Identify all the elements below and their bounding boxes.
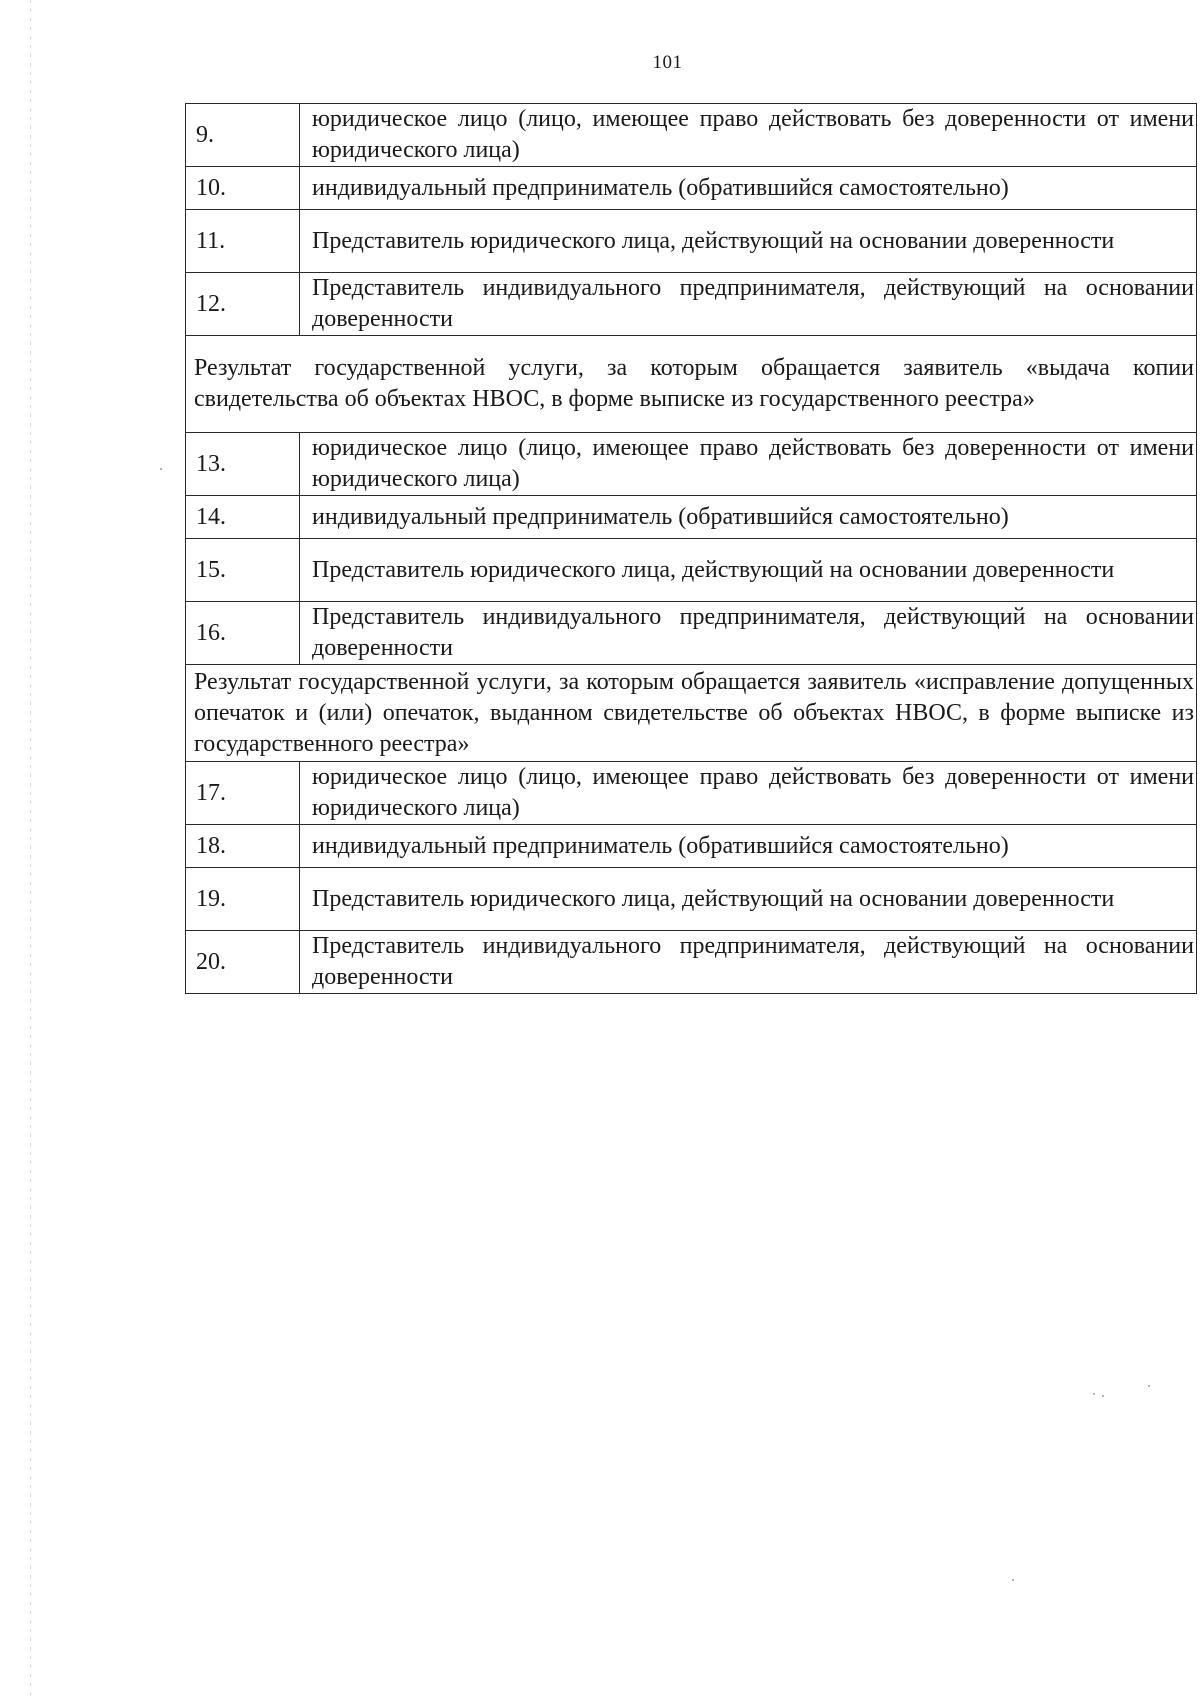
row-text: Представитель юридического лица, действующий на основании доверенности <box>300 210 1197 273</box>
row-number: 11. <box>186 210 300 273</box>
row-number: 14. <box>186 496 300 539</box>
row-number: 16. <box>186 602 300 665</box>
section-row <box>186 336 1197 433</box>
row-text: юридическое лицо (лицо, имеющее право действовать без доверенности от имени юридического лица) <box>300 104 1197 167</box>
row-text: Представитель юридического лица, действующий на основании доверенности <box>300 539 1197 602</box>
scan-speck <box>160 468 162 470</box>
row-number: 19. <box>186 868 300 931</box>
table-row <box>186 167 1197 210</box>
row-text: индивидуальный предприниматель (обратившийся самостоятельно) <box>300 825 1197 868</box>
row-text: Представитель юридического лица, действующий на основании доверенности <box>300 868 1197 931</box>
row-text: юридическое лицо (лицо, имеющее право действовать без доверенности от имени юридического лица) <box>300 433 1197 496</box>
table-row <box>186 496 1197 539</box>
row-text: индивидуальный предприниматель (обратившийся самостоятельно) <box>300 496 1197 539</box>
table-row <box>186 210 1197 273</box>
section-row <box>186 665 1197 762</box>
table-row <box>186 762 1197 825</box>
row-number: 20. <box>186 931 300 994</box>
table-row <box>186 104 1197 167</box>
scan-speck <box>1148 1385 1150 1387</box>
table-row <box>186 273 1197 336</box>
scan-speck <box>1012 1579 1014 1581</box>
scan-speck <box>1093 1393 1095 1395</box>
row-text: Представитель индивидуального предпринимателя, действующий на основании доверенности <box>300 931 1197 994</box>
row-number: 9. <box>186 104 300 167</box>
row-number: 17. <box>186 762 300 825</box>
row-number: 13. <box>186 433 300 496</box>
row-text: юридическое лицо (лицо, имеющее право действовать без доверенности от имени юридического лица) <box>300 762 1197 825</box>
page-number: 101 <box>652 52 683 73</box>
table-row <box>186 602 1197 665</box>
row-text: индивидуальный предприниматель (обратившийся самостоятельно) <box>300 167 1197 210</box>
row-text: Представитель индивидуального предпринимателя, действующий на основании доверенности <box>300 602 1197 665</box>
table-row <box>186 868 1197 931</box>
table-row <box>186 931 1197 994</box>
applicant-table <box>185 103 1197 994</box>
row-number: 12. <box>186 273 300 336</box>
row-number: 15. <box>186 539 300 602</box>
section-heading: Результат государственной услуги, за которым обращается заявитель «исправление допущенных опечаток и (или) опечаток, выданном свидетельстве об объектах НВОС, в форме выписке из государственного реестра» <box>186 665 1197 762</box>
table-row <box>186 825 1197 868</box>
row-text: Представитель индивидуального предпринимателя, действующий на основании доверенности <box>300 273 1197 336</box>
row-number: 10. <box>186 167 300 210</box>
scan-edge-artifact <box>30 0 31 1697</box>
table-row <box>186 433 1197 496</box>
row-number: 18. <box>186 825 300 868</box>
table-row <box>186 539 1197 602</box>
section-heading: Результат государственной услуги, за которым обращается заявитель «выдача копии свидетельства об объектах НВОС, в форме выписке из государственного реестра» <box>186 336 1197 433</box>
scan-speck <box>1102 1395 1104 1397</box>
